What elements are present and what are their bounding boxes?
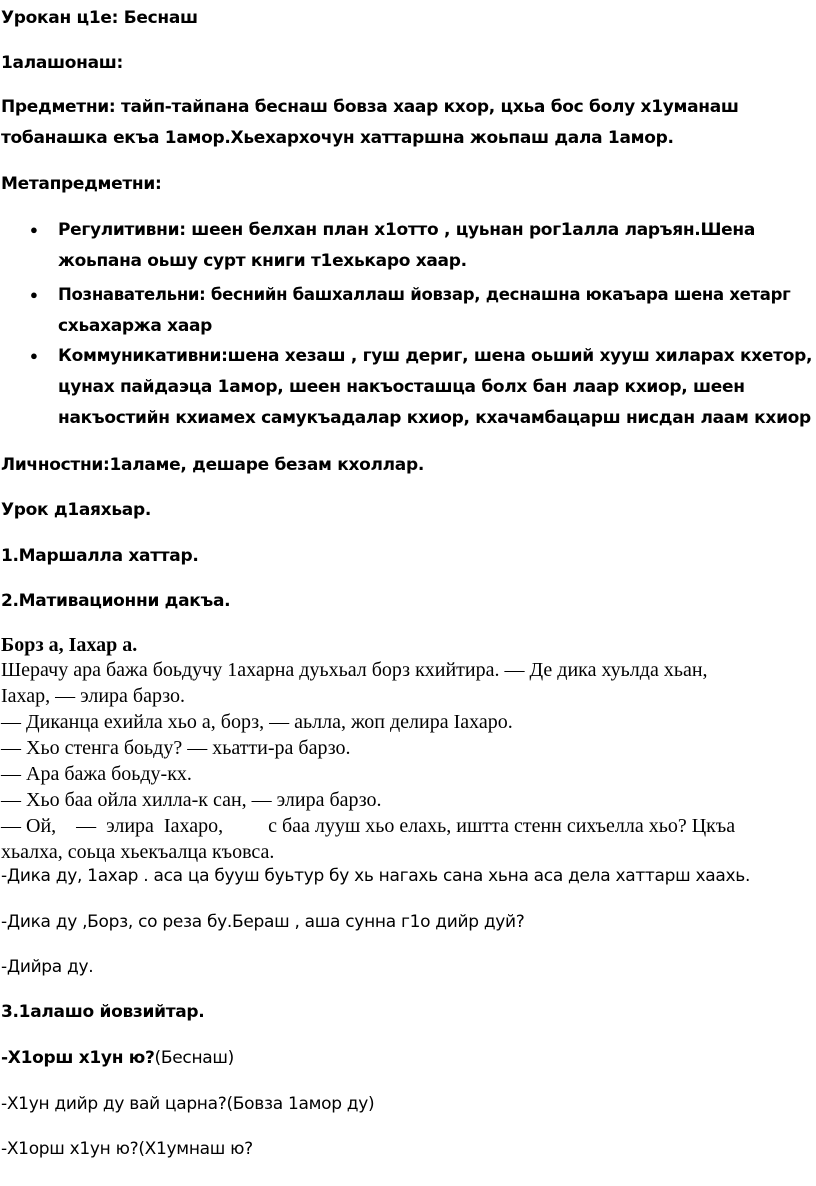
bullet-regulative-line-2: жоьпана оьшу сурт книги т1ехькаро хаар. xyxy=(58,251,467,271)
bullet-icon: ● xyxy=(30,287,38,302)
meta-label: Метапредметни: xyxy=(1,174,162,194)
dialogue-line-3: -Дийра ду. xyxy=(1,957,94,977)
subject-goals-line-1: Предметни: тайп-тайпана беснаш бовза хаар кхор, цхьа бос болу х1уманаш xyxy=(1,97,739,117)
bullet-cognitive-line-1: Познавательни: беснийн башхаллаш йовзар, деснашна юкаъара шена хетарг xyxy=(58,285,791,304)
question-1 xyxy=(1,1047,234,1069)
subject-goals-line-2: тобанашка екъа 1амор.Хьехархочун хаттаршна жоьпаш дала 1амор. xyxy=(1,128,674,148)
bullet-icon: ● xyxy=(30,222,38,237)
step-2-motivation: 2.Мативационни дакъа. xyxy=(1,591,231,611)
dialogue-line-1: -Дика ду, 1ахар . аса ца бууш буьтур бу хь нагахь сана хьна аса дела хаттарш хаахь. xyxy=(1,866,751,886)
bullet-communicative-line-1: Коммуникативни:шена хезаш , гуш дериг, шена оьший хууш хиларах кхетор, xyxy=(58,346,813,366)
story-line-2: Iахар, — элира барзо. xyxy=(1,685,186,707)
bullet-cognitive-line-2: схьахаржа хаар xyxy=(58,316,213,336)
story-line-8: хьалха, соьца хьекъалца къовса. xyxy=(1,841,275,863)
question-3: -Х1орш х1ун ю?(Х1умнаш ю? xyxy=(1,1139,253,1159)
question-1-answer: (Беснаш) xyxy=(154,1048,234,1068)
lesson-progress-label: Урок д1аяхьар. xyxy=(1,500,151,520)
question-1-bold: -Х1орш х1ун ю? xyxy=(1,1048,155,1068)
bullet-icon: ● xyxy=(30,348,38,363)
story-line-4: — Хьо стенга боьду? — хьатти-ра барзо. xyxy=(1,737,351,759)
bullet-regulative-line-1: Регулитивни: шеен белхан план х1отто , цуьнан рог1алла ларъян.Шена xyxy=(58,220,755,240)
step-3-heading: 3.1алашо йовзийтар. xyxy=(1,1002,205,1022)
question-2: -Х1ун дийр ду вай царна?(Бовза 1амор ду) xyxy=(1,1094,375,1114)
step-1-greeting: 1.Маршалла хаттар. xyxy=(1,546,199,566)
personal-goals: Личностни:1аламе, дешаре безам кхоллар. xyxy=(1,455,424,475)
story-line-7: — Ой, — элира Iахаро, с баа лууш хьо елахь, иштта стенн сихъелла хьо? Цкъа xyxy=(1,815,736,837)
story-title: Борз а, Iахар а. xyxy=(1,634,138,656)
bullet-communicative-line-3: накъостийн кхиамех самукъадалар кхиор, кхачамбацарш нисдан лаам кхиор xyxy=(58,408,811,428)
story-line-5: — Ара бажа боьду-кх. xyxy=(1,763,192,785)
story-line-3: — Диканца ехийла хьо а, борз, — аьлла, жоп делира Iахаро. xyxy=(1,711,513,733)
aims-label: 1алашонаш: xyxy=(1,53,124,73)
story-line-6: — Хьо баа ойла хилла-к сан, — элира барзо. xyxy=(1,789,382,811)
story-line-1: Шерачу ара бажа боьдучу 1ахарна дуьхьал борз кхийтира. — Де дика хуьлда хьан, xyxy=(1,659,708,681)
bullet-communicative-line-2: цунах пайдаэца 1амор, шеен накъосташца болх бан лаар кхиор, шеен xyxy=(58,377,745,397)
dialogue-line-2: -Дика ду ,Борз, со реза бу.Бераш , аша сунна г1о дийр дуй? xyxy=(1,912,525,932)
lesson-title: Урокан ц1е: Беснаш xyxy=(1,8,198,28)
